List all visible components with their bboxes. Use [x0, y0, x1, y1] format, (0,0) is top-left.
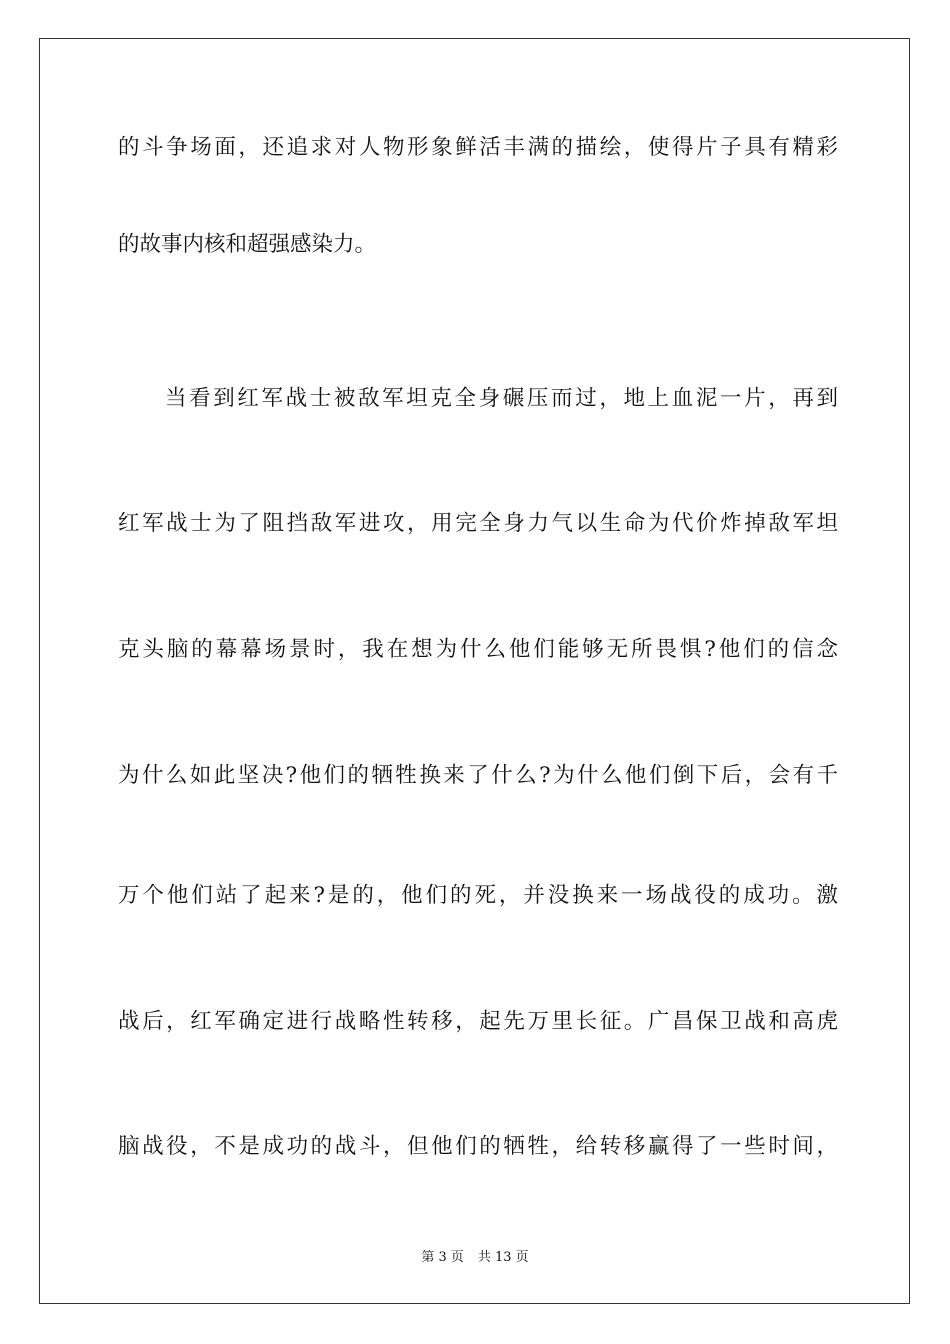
page-number: 第 3 页 [421, 1250, 464, 1265]
paragraph-line-4: 红军战士为了阻挡敌军进攻，用完全身力气以生命为代价炸掉敌军坦 [118, 511, 838, 536]
paragraph-line-1: 的斗争场面，还追求对人物形象鲜活丰满的描绘，使得片子具有精彩 [118, 135, 838, 160]
paragraph-line-3: 当看到红军战士被敌军坦克全身碾压而过，地上血泥一片，再到 [165, 386, 838, 411]
paragraph-line-5: 克头脑的幕幕场景时，我在想为什么他们能够无所畏惧?他们的信念 [118, 637, 838, 662]
paragraph-line-2: 的故事内核和超强感染力。 [118, 232, 377, 257]
paragraph-line-7: 万个他们站了起来?是的，他们的死，并没换来一场战役的成功。激 [118, 883, 838, 908]
paragraph-line-6: 为什么如此坚决?他们的牺牲换来了什么?为什么他们倒下后，会有千 [118, 763, 838, 788]
paragraph-line-9: 脑战役，不是成功的战斗，但他们的牺牲，给转移赢得了一些时间， [118, 1134, 838, 1159]
paragraph-line-8: 战后，红军确定进行战略性转移，起先万里长征。广昌保卫战和高虎 [118, 1009, 838, 1034]
page-footer [0, 1246, 950, 1265]
page-total: 共 13 页 [477, 1250, 529, 1265]
